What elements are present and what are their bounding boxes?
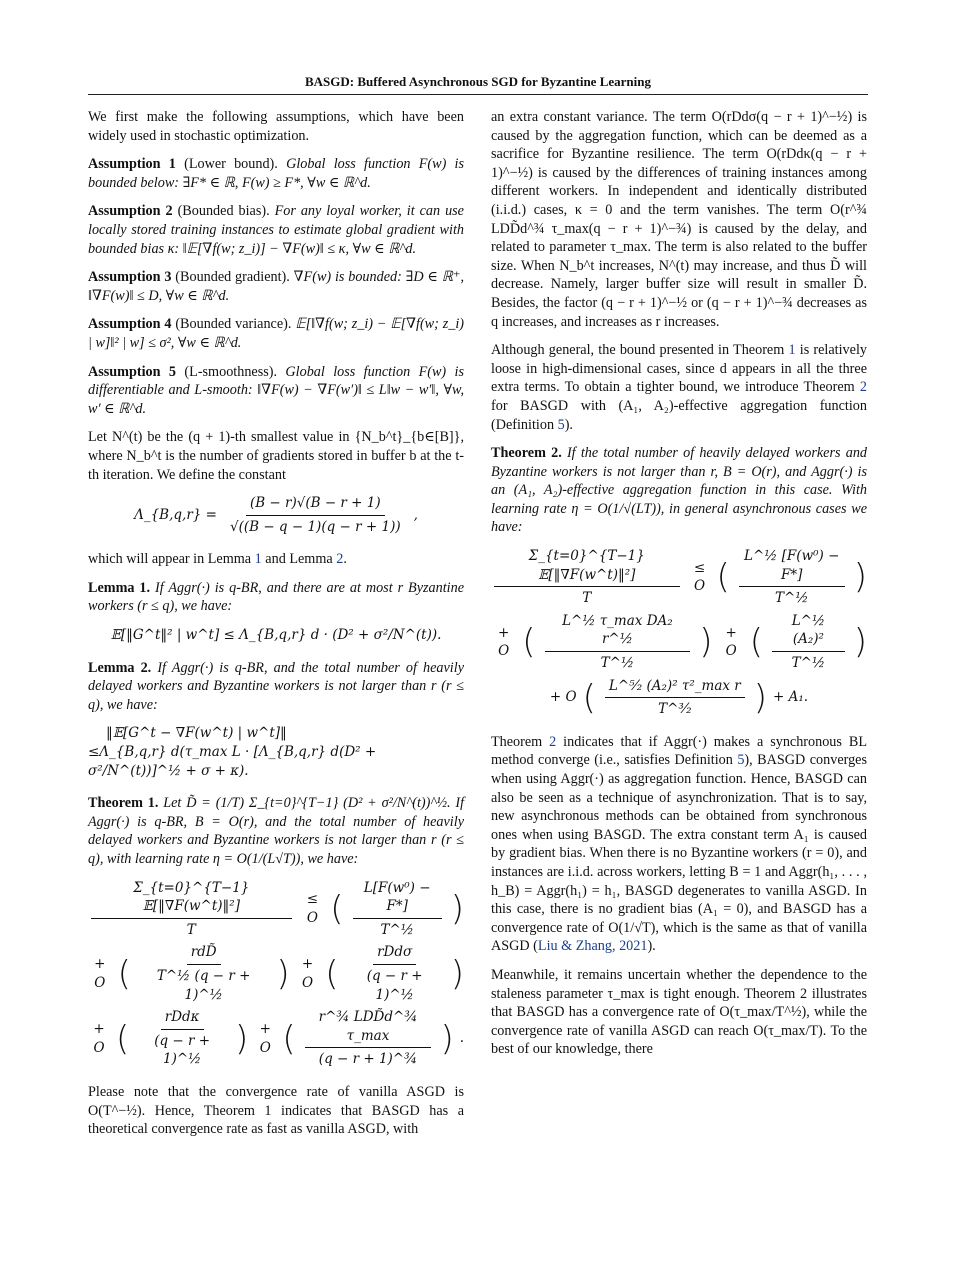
lambda-lhs: Λ_{B,q,r} = <box>134 506 217 523</box>
t1-plus-o-4: + O <box>93 1020 105 1056</box>
t2-term-2-num: L^½ τ_max DA₂ r^½ <box>545 612 691 652</box>
t1-lhs-denominator: T <box>186 921 196 938</box>
t2-term-1-num: L^½ [F(w⁰) − F*] <box>739 547 845 587</box>
theorem-2-label: Theorem 2. <box>491 445 562 462</box>
lemma-2-link[interactable]: 2 <box>336 551 344 568</box>
lambda-denominator: √((B − q − 1)(q − r + 1)) <box>229 518 401 535</box>
t1-term-1-num: L[F(w⁰) − F*] <box>353 879 442 919</box>
assumption-3-name: (Bounded gradient). <box>175 269 290 286</box>
t2-le-o: ≤ O <box>693 559 706 595</box>
lemma-2-eq-line-1: ‖𝔼[G^t − ∇F(w^t) | w^t]‖ <box>106 725 287 742</box>
t2-term-4-den: T^³⁄₂ <box>658 701 692 718</box>
theorem-1 <box>88 794 464 868</box>
t2-term-3-num: L^½ (A₂)² <box>772 612 845 652</box>
t1-lhs-numerator: Σ_{t=0}^{T−1} 𝔼[‖∇F(w^t)‖²] <box>91 879 292 919</box>
assumption-5-label: Assumption 5 <box>88 363 177 380</box>
t1-plus-o-3: + O <box>301 956 314 991</box>
assumption-4 <box>88 315 464 352</box>
t1-term-3 <box>348 943 442 1004</box>
lemma-2-text: If Aggr(·) is q-BR, and the total number of heavily delayed workers and Byzantine workers is not larger than r (r ≤ q), we have: <box>88 659 464 713</box>
lambda-numerator: (B − r)√(B − r + 1) <box>246 494 385 516</box>
assumption-1-text: Global loss function F(w) is bounded below: ∃F* ∈ ℝ, F(w) ≥ F*, ∀w ∈ ℝ^d. <box>88 156 465 191</box>
t2-term-2 <box>545 612 691 673</box>
t2-term-4 <box>605 677 745 719</box>
lemma-1-link[interactable]: 1 <box>254 551 262 568</box>
right-paragraph-2 <box>491 341 867 434</box>
running-header: BASGD: Buffered Asynchronous SGD for Byzantine Learning <box>88 74 868 95</box>
t2-plus-o-3: + O <box>725 624 737 660</box>
p3-pre: Theorem <box>491 733 550 750</box>
assumption-5-text: Global loss function F(w) is differentiable and L-smooth: ‖∇F(w) − ∇F(w′)‖ ≤ L‖w − w′‖, ∀w, w′ ∈ ℝ^d. <box>88 363 465 417</box>
lemma-1-label: Lemma 1. <box>88 579 151 596</box>
t1-term-4-num: rDdκ <box>161 1008 204 1030</box>
nt-definition: Let N^(t) be the (q + 1)-th smallest value in {N_b^t}_{b∈[B]}, where N_b^t is the number of gradients stored in buffer b at the t-th iteration. We define the constant <box>88 429 464 483</box>
theorem-2-link-b[interactable]: 2 <box>549 733 557 750</box>
theorem-2-link[interactable]: 2 <box>859 379 867 396</box>
t1-term-2-num: rdD̃ <box>187 943 221 965</box>
right-paragraph-1: an extra constant variance. The term O(rDdσ(q − r + 1)^−½) is caused by the aggregation function, which can be deemed as a sacrifice for Byzantine resilience. The term O(rDdκ(q − r + 1)^−½) is caused by the differences of training instances among different workers. In independent and identically distributed (i.i.d.) cases, κ = 0 and the term vanishes. The term O(r^¾ LDD̃d^¾ τ_max(q − r + 1)^−¾) is caused by the delay, and related to parameter τ_max. The term is also related to the buffer size. When N_b^t increases, N^(t) may increase, and thus D̃ will decrease. Namely, larger buffer size will result in smaller D̃. Besides, the factor (q − r + 1)^−½ or (q − r + 1)^−¾ decreases as q increases, and increases as r increases. <box>491 109 867 330</box>
closing-paragraph: Please note that the convergence rate of vanilla ASGD is O(T^−½). Hence, Theorem 1 indicates that BASGD has a theoretical convergence rate as fast as vanilla ASGD, with <box>88 1083 464 1138</box>
p2-end: ). <box>564 416 573 433</box>
assumption-4-text: 𝔼[‖∇f(w; z_i) − 𝔼[∇f(w; z_i) | w]‖² | w] ≤ σ², ∀w ∈ ℝ^d. <box>88 316 464 351</box>
assumption-4-label: Assumption 4 <box>88 316 172 333</box>
assumption-2-label: Assumption 2 <box>88 203 173 220</box>
t1-end: . <box>459 1030 464 1047</box>
t1-term-5 <box>305 1008 432 1069</box>
right-column <box>491 108 867 1069</box>
appear-pre: which will appear in Lemma <box>88 551 255 568</box>
t2-lhs-numerator: Σ_{t=0}^{T−1} 𝔼[‖∇F(w^t)‖²] <box>494 547 680 587</box>
lemma-1 <box>88 579 464 616</box>
theorem-1-text: Let D̃ = (1/T) Σ_{t=0}^{T−1} (D² + σ²/N^(t))^½. If Aggr(·) is q-BR, B = O(r), and the total number of heavily delayed workers and Byzantine workers is not larger than r (r ≤ q), with learning rate η = O(1/(L√T)), we have: <box>88 795 465 867</box>
definition-5-link[interactable]: 5 <box>557 416 565 433</box>
t2-lhs-fraction <box>494 547 680 608</box>
theorem-2 <box>491 444 867 537</box>
right-paragraph-4: Meanwhile, it remains uncertain whether the dependence to the staleness parameter τ_max is tight enough. Theorem 2 illustrates that BASGD has a convergence rate of O(τ_max/T^½), while the convergence rate of vanilla ASGD can reach O(τ_max/T). To the best of our knowledge, there <box>491 966 867 1058</box>
definition-5-link-b[interactable]: 5 <box>737 752 745 769</box>
assumption-5-name: (L-smoothness). <box>184 363 278 380</box>
t2-term-1 <box>739 547 845 608</box>
t2-plus-o-4: + O <box>549 689 577 706</box>
assumption-3-label: Assumption 3 <box>88 269 172 286</box>
intro-paragraph: We first make the following assumptions, which have been widely used in stochastic optimization. <box>88 109 464 144</box>
assumption-2-name: (Bounded bias). <box>177 203 270 220</box>
t1-plus-o-5: + O <box>259 1020 271 1056</box>
t1-term-1 <box>353 879 442 940</box>
theorem-1-link[interactable]: 1 <box>788 342 796 359</box>
p3-end: ). <box>647 938 656 955</box>
assumption-1-name: (Lower bound). <box>184 156 278 173</box>
lambda-fraction <box>226 494 405 536</box>
t2-term-1-den: T^½ <box>775 590 809 607</box>
t1-term-5-den: (q − r + 1)^¾ <box>318 1051 418 1068</box>
t1-term-5-num: r^¾ LDD̃d^¾ τ_max <box>305 1008 432 1048</box>
assumption-1 <box>88 155 464 192</box>
t1-term-3-den: (q − r + 1)^½ <box>366 967 423 1003</box>
t1-term-2-den: T^½ (q − r + 1)^½ <box>156 967 251 1003</box>
lemma-1-text: If Aggr(·) is q-BR, and there are at most r Byzantine workers (r ≤ q), we have: <box>88 579 464 615</box>
assumption-4-name: (Bounded variance). <box>175 316 292 333</box>
t1-term-4-den: (q − r + 1)^½ <box>154 1032 211 1068</box>
t2-term-2-den: T^½ <box>600 655 635 672</box>
assumption-2-text: For any loyal worker, it can use locally stored training instances to estimate global gradient with bounded bias κ: ‖𝔼[∇f(w; z_i)] − ∇F(w)‖ ≤ κ, ∀w ∈ ℝ^d. <box>88 203 464 257</box>
lemma-2-eq-line-2: ≤Λ_{B,q,r} d(τ_max L · [Λ_{B,q,r} d(D² + σ²/N^(t))]^½ + σ + κ). <box>88 744 377 779</box>
theorem-2-text: If the total number of heavily delayed workers and Byzantine workers is not larger than r, B = O(r), and Aggr(·) is an (A₁, A₂)-effective aggregation function in this case. With learning rate η = O(1/√(LT)), in general asynchronous cases we have: <box>491 445 868 536</box>
t1-plus-o-2: + O <box>94 956 106 991</box>
appear-mid: and Lemma <box>261 551 337 568</box>
appear-end: . <box>343 551 347 568</box>
lemma-2-label: Lemma 2. <box>88 659 152 676</box>
appear-sentence <box>88 550 464 569</box>
t1-term-1-den: T^½ <box>380 921 414 938</box>
p3-mid2: ), BASGD converges when using Aggr(·) as aggregation function. Hence, BASGD can also be seen as a technique of asynchronization. That is to say, new asynchronous methods can be obtained from synchronous ones when using BASGD. The extra constant term A₁ is caused by gradient bias. When there is no Byzantine workers (r = 0), and instances are i.i.d. across workers, letting B = 1 and Aggr(h₁, . . . , h_B) = Aggr(h₁) = h₁, BASGD degenerates to vanilla ASGD. In this case, there is no gradient bias (A₁ = 0), and BASGD has a convergence rate of O(1/√T), which is the same as that of vanilla ASGD ( <box>491 752 867 955</box>
assumption-2 <box>88 202 464 258</box>
citation-liu-zhang[interactable]: Liu & Zhang, 2021 <box>537 938 648 955</box>
lemma-2-equation <box>88 724 464 780</box>
t2-tail: + A₁. <box>773 689 809 706</box>
lambda-equation <box>88 494 464 536</box>
p3-mid: indicates that if Aggr(·) makes a synchronous BL method converge (i.e., satisfies Definition <box>491 733 867 769</box>
t2-lhs-denominator: T <box>582 590 592 607</box>
p2-pre: Although general, the bound presented in Theorem <box>491 342 789 359</box>
t2-term-4-num: L^⁵⁄₂ (A₂)² τ²_max r <box>605 677 745 699</box>
t2-plus-o-2: + O <box>497 624 510 660</box>
t1-lhs-fraction <box>91 879 292 940</box>
lemma-1-equation: 𝔼[‖G^t‖² | w^t] ≤ Λ_{B,q,r} d · (D² + σ²/N^(t)). <box>110 627 442 644</box>
t1-term-3-num: rDdσ <box>373 943 416 965</box>
t2-term-3-den: T^½ <box>791 655 826 672</box>
t1-term-4 <box>138 1008 226 1069</box>
left-column <box>88 108 464 1149</box>
lambda-tail: , <box>413 506 418 523</box>
p2-mid: is relatively loose in high-dimensional cases, since d appears in all the three extra terms. To obtain a tighter bound, we introduce Theorem <box>491 342 867 396</box>
assumption-3 <box>88 268 464 305</box>
t1-le-o: ≤ O <box>306 891 319 926</box>
assumption-1-label: Assumption 1 <box>88 156 176 173</box>
theorem-1-equation: $\frac{\text{Σ\_\{t=0\}\textasciicircum{}\{T−1\} 𝔼[‖∇F(w\textasciicircum{}t)‖²]}}{T}$ ≤ O ( $\frac{\text{L[F(w⁰) − F*]}}{\text{T\textasciicircum{}½}}$ ) + O ( $\frac{\text{rdD̃}}{\text{T\textasciicircum{}½ (q − r + 1)\textasciicircum{}½}}$ ) + O ( $\frac{\text{rDdσ}}{\text{(q − r + 1)\textasciicircum{}½}}$ ) + O ( $\frac{\text{rDdκ}}{\text{(q − r + 1)\textasciicircum{}½}}$ ) + O ( $\frac{\text{r\textasciicircum{}¾ LDD̃d\textasciicircum{}¾ τ\_max}}{\text{(q − r + 1)\textasciicircum{}¾}}$ ) . <box>88 879 464 1069</box>
assumption-5 <box>88 363 464 419</box>
t1-term-2 <box>140 943 268 1004</box>
assumption-3-text: ∇F(w) is bounded: ∃D ∈ ℝ⁺, ‖∇F(w)‖ ≤ D, ∀w ∈ ℝ^d. <box>88 269 464 304</box>
t2-term-3 <box>772 612 845 673</box>
theorem-1-label: Theorem 1. <box>88 795 159 812</box>
lemma-2 <box>88 659 464 715</box>
theorem-2-equation: $\frac{\text{Σ\_\{t=0\}\textasciicircum{}\{T−1\} 𝔼[‖∇F(w\textasciicircum{}t)‖²]}}{T}$ ≤ O ( $\frac{\text{L\textasciicircum{}½ [F(w⁰) − F*]}}{\text{T\textasciicircum{}½}}$ ) + O ( $\frac{\text{L\textasciicircum{}½ τ\_max DA₂ r\textasciicircum{}½}}{\text{T\textasciicircum{}½}}$ ) + O ( $\frac{\text{L\textasciicircum{}½ (A₂)²}}{\text{T\textasciicircum{}½}}$ ) + O ( $\frac{\text{L\textasciicircum{}⁵⁄₂ (A₂)² τ²\_max r}}{\text{T\textasciicircum{}³⁄₂}}$ ) + A₁. <box>491 547 867 719</box>
right-paragraph-3 <box>491 733 867 956</box>
p2-mid2: for BASGD with (A₁, A₂)-effective aggregation function (Definition <box>491 397 867 433</box>
